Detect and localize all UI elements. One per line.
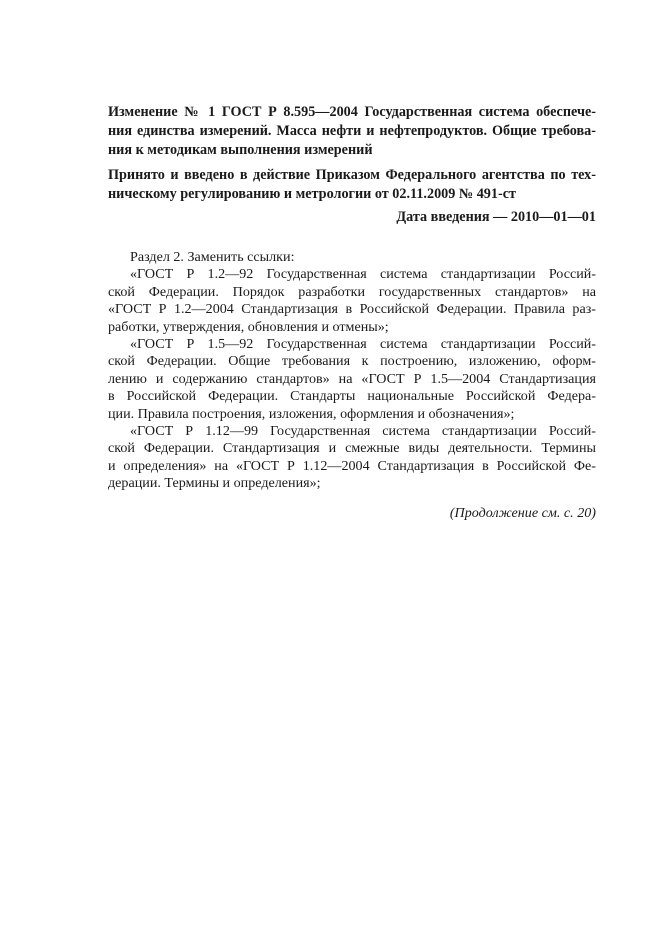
adoption-line-1: Принято и введено в действие Приказом Федерального агентства по тех-: [108, 167, 596, 183]
body-line: «ГОСТ Р 1.12—99 Государственная система стандартизации Россий-: [130, 423, 596, 440]
continuation-note: (Продолжение см. с. 20): [449, 504, 596, 521]
body-line: ской Федерации. Общие требования к построению, изложению, оформ-: [108, 353, 596, 370]
body-line: «ГОСТ Р 1.5—92 Государственная система стандартизации Россий-: [130, 336, 596, 353]
body-line: лению и содержанию стандартов» на «ГОСТ Р 1.5—2004 Стандартизация: [108, 370, 596, 387]
amendment-body: [108, 249, 596, 493]
body-line: и определения» на «ГОСТ Р 1.12—2004 Стандартизация в Российской Фе-: [108, 457, 596, 474]
effective-date: Дата введения — 2010—01—01: [396, 209, 596, 225]
body-line: дерации. Термины и определения»;: [108, 475, 321, 492]
body-line: «ГОСТ Р 1.2—2004 Стандартизация в Российской Федерации. Правила раз-: [108, 301, 596, 318]
body-line: в Российской Федерации. Стандарты национальные Российской Федера-: [108, 388, 596, 405]
body-line: ской Федерации. Порядок разработки государственных стандартов» на: [108, 283, 596, 300]
body-line: «ГОСТ Р 1.2—92 Государственная система стандартизации Россий-: [130, 266, 596, 283]
adoption-line-2: ническому регулированию и метрологии от 02.11.2009 № 491-ст: [108, 186, 516, 202]
amendment-title: [108, 103, 596, 160]
amendment-title-line-1: Изменение № 1 ГОСТ Р 8.595—2004 Государственная система обеспече-: [108, 104, 596, 120]
body-line: ции. Правила построения, изложения, оформления и обозначения»;: [108, 405, 515, 422]
adoption-statement: [108, 166, 596, 204]
body-line: ской Федерации. Стандартизация и смежные виды деятельности. Термины: [108, 440, 596, 457]
body-line: Раздел 2. Заменить ссылки:: [130, 249, 295, 265]
amendment-title-line-2: ния единства измерений. Масса нефти и нефтепродуктов. Общие требова-: [108, 123, 596, 139]
amendment-title-line-3: ния к методикам выполнения измерений: [108, 142, 373, 158]
document-page: [108, 103, 596, 522]
body-line: работки, утверждения, обновления и отмены»;: [108, 318, 389, 335]
